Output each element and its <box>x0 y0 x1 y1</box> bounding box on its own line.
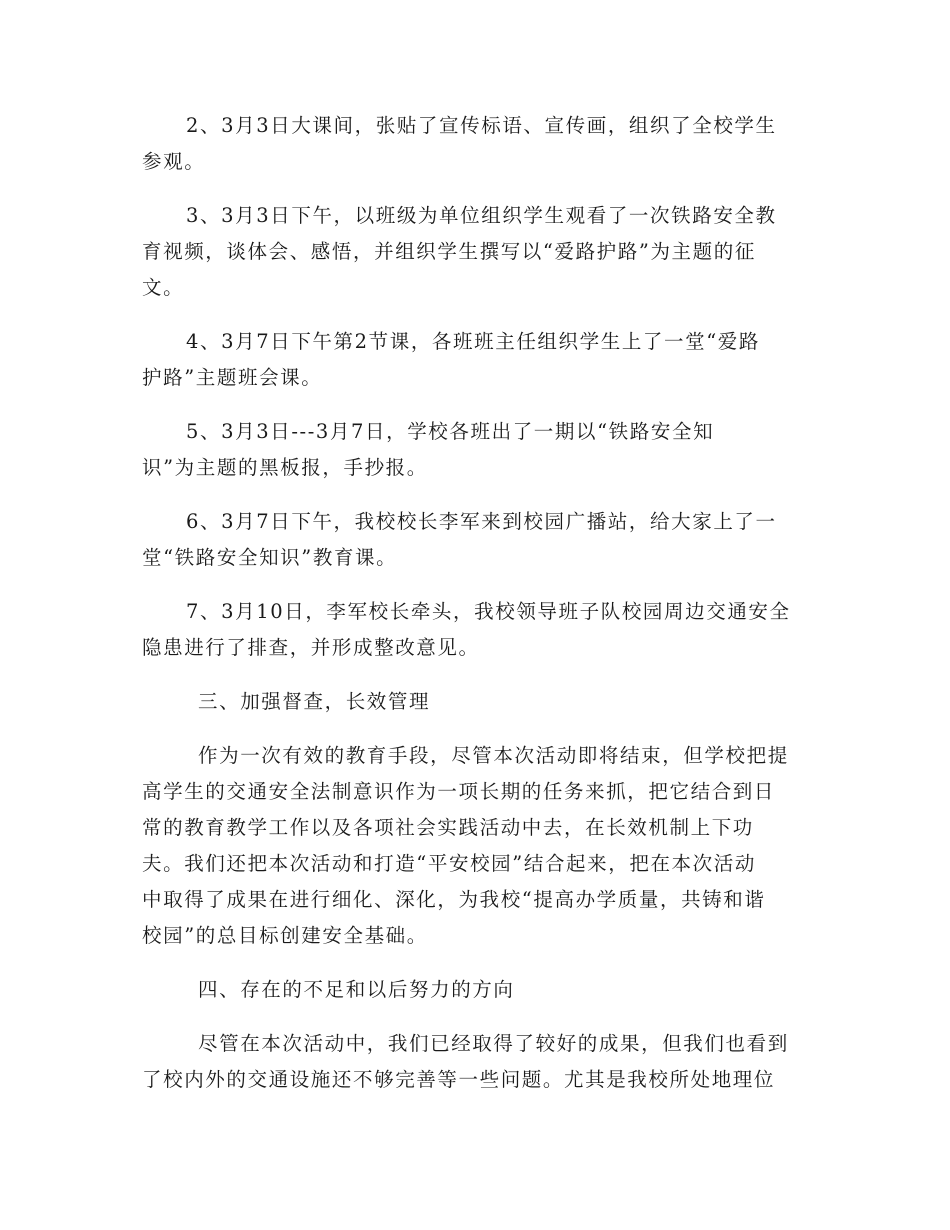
text-line: 隐患进行了排查，并形成整改意见。 <box>142 636 480 659</box>
section-heading-text: 四、存在的不足和以后努力的方向 <box>198 978 515 1001</box>
paragraph-item-2 <box>142 108 810 180</box>
paragraph-section-4 <box>142 1026 810 1098</box>
text-line: 5、3月3日---3月7日，学校各班出了一期以“铁路安全知 <box>186 420 715 443</box>
paragraph-item-6 <box>142 504 810 576</box>
text-line: 3、3月3日下午，以班级为单位组织学生观看了一次铁路安全教 <box>186 204 777 227</box>
text-line: 育视频，谈体会、感悟，并组织学生撰写以“爱路护路”为主题的征 <box>142 240 756 263</box>
text-line: 了校内外的交通设施还不够完善等一些问题。尤其是我校所处地理位 <box>142 1068 776 1091</box>
text-line: 参观。 <box>142 150 206 173</box>
section-heading-3 <box>142 684 810 720</box>
text-line: 夫。我们还把本次活动和打造“平安校园”结合起来，把在本次活动 <box>142 852 756 875</box>
section-heading-4 <box>142 972 810 1008</box>
text-line: 校园”的总目标创建安全基础。 <box>142 924 428 947</box>
text-line: 中取得了成果在进行细化、深化，为我校“提高办学质量，共铸和谐 <box>142 888 766 911</box>
text-line: 7、3月10日，李军校长牵头，我校领导班子队校园周边交通安全 <box>186 600 791 623</box>
text-line: 高学生的交通安全法制意识作为一项长期的任务来抓，把它结合到日 <box>142 780 776 803</box>
paragraph-item-7 <box>142 594 810 666</box>
section-heading-text: 三、加强督查，长效管理 <box>198 690 431 713</box>
paragraph-section-3 <box>142 738 810 954</box>
text-line: 文。 <box>142 276 185 299</box>
paragraph-item-4 <box>142 324 810 396</box>
document-body <box>142 108 810 1098</box>
paragraph-item-5 <box>142 414 810 486</box>
text-line: 护路”主题班会课。 <box>142 366 323 389</box>
paragraph-item-3 <box>142 198 810 306</box>
text-line: 尽管在本次活动中，我们已经取得了较好的成果，但我们也看到 <box>198 1032 789 1055</box>
text-line: 识”为主题的黑板报，手抄报。 <box>142 456 428 479</box>
text-line: 堂“铁路安全知识”教育课。 <box>142 546 398 569</box>
text-line: 作为一次有效的教育手段，尽管本次活动即将结束，但学校把提 <box>198 744 789 767</box>
text-line: 常的教育教学工作以及各项社会实践活动中去，在长效机制上下功 <box>142 816 754 839</box>
text-line: 6、3月7日下午，我校校长李军来到校园广播站，给大家上了一 <box>186 510 777 533</box>
text-line: 2、3月3日大课间，张贴了宣传标语、宣传画，组织了全校学生 <box>186 114 777 137</box>
text-line: 4、3月7日下午第2节课，各班班主任组织学生上了一堂“爱路 <box>186 330 760 353</box>
